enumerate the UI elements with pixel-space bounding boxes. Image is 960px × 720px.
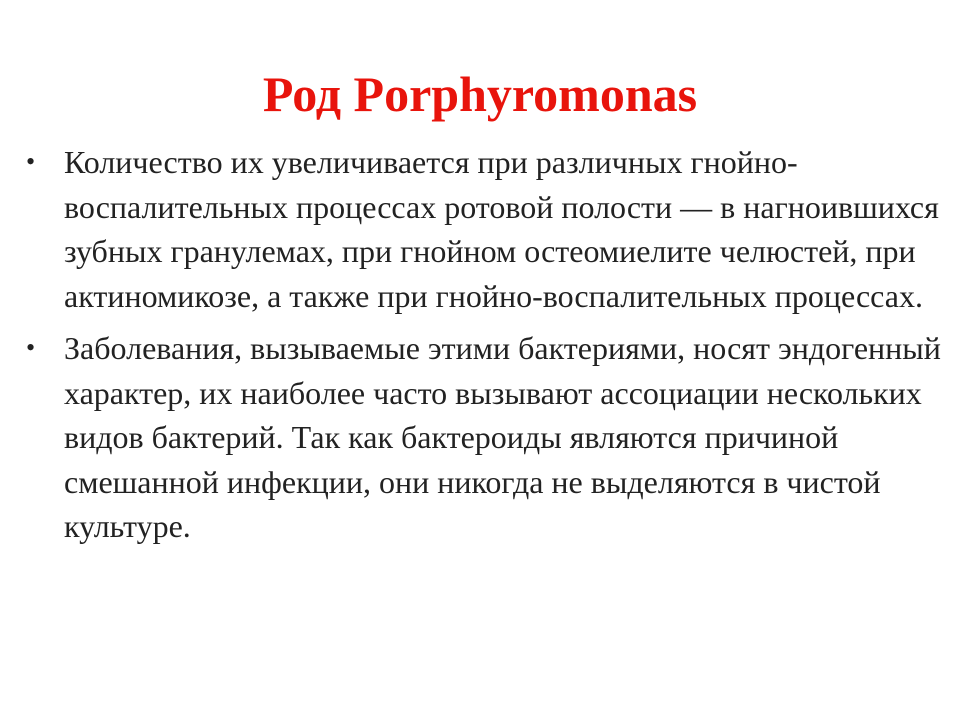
bullet-list (22, 140, 947, 557)
bullet-text: Заболевания, вызываемые этими бактериями, носят эндогенный характер, их наиболее часто вызывают ассоциации нескольких видов бактерий. Так как бактероиды являются причиной смешанной инфекции, они никогда не выделяются в чистой культуре. (64, 330, 941, 544)
bullet-item (22, 326, 947, 549)
bullet-marker: • (26, 333, 36, 362)
slide-title: Род Porphyromonas (262, 66, 698, 122)
bullet-item (22, 140, 947, 318)
bullet-marker: • (26, 147, 36, 176)
bullet-text: Количество их увеличивается при различных гнойно-воспалительных процессах ротовой полости — в нагноившихся зубных гранулемах, при гнойном остеомиелите челюстей, при актиномикозе, а также при гнойно-воспалительных процессах. (64, 144, 939, 314)
